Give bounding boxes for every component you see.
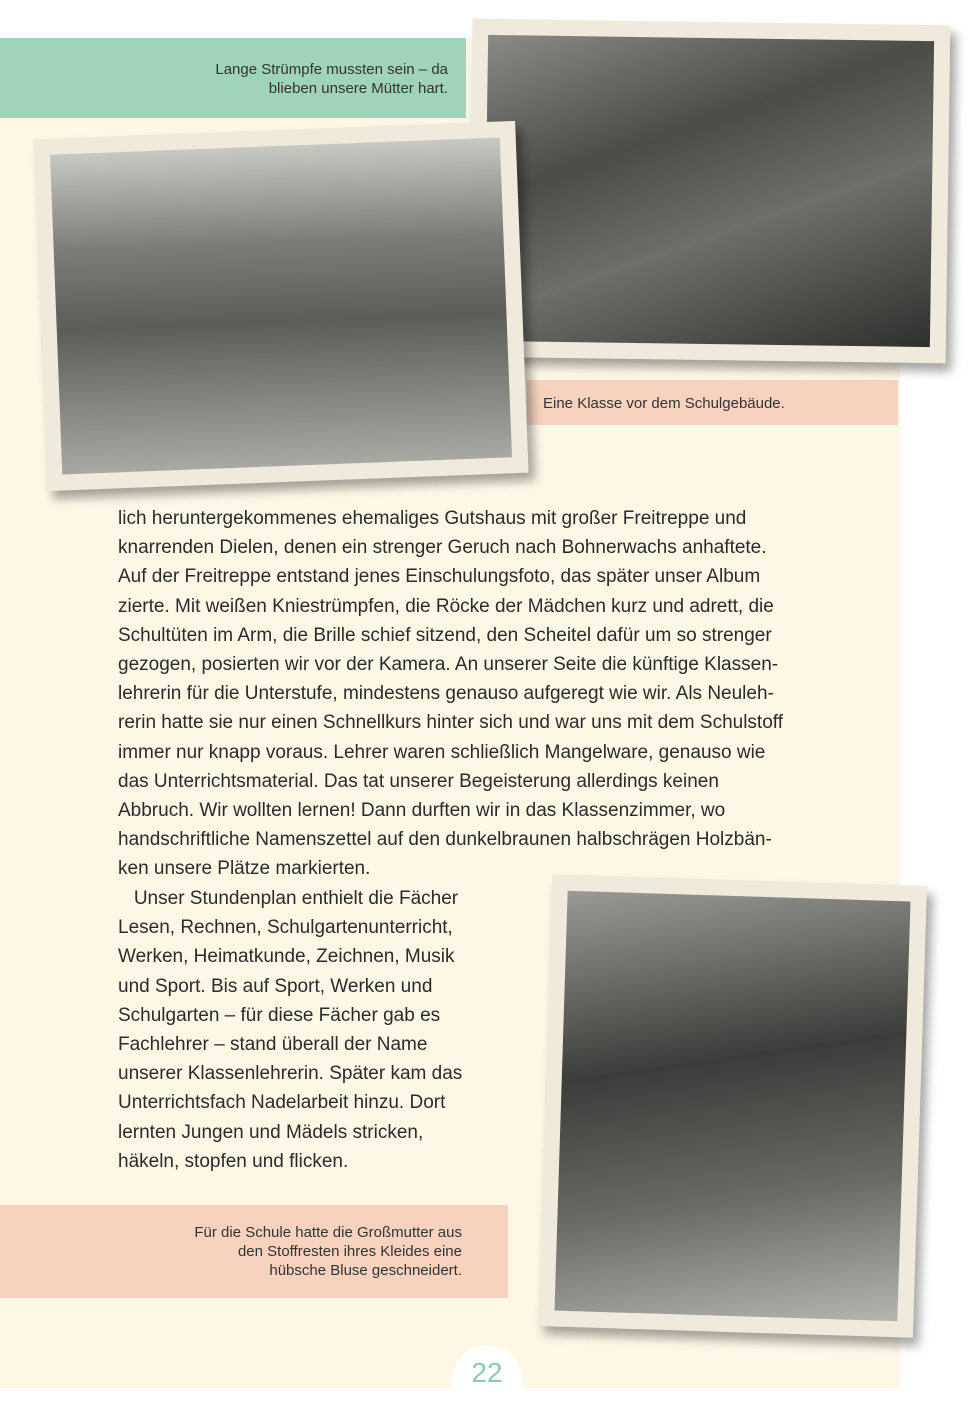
caption-bottom [100, 1223, 462, 1280]
caption-top [100, 60, 448, 98]
text-line: Unser Stundenplan enthielt die Fächer [118, 888, 459, 909]
text-line: lernten Jungen und Mädels stricken, [118, 1121, 424, 1143]
text-line: Schultüten im Arm, die Brille schief sitzend, den Scheitel dafür um so strenger [118, 624, 772, 646]
text-line: knarrenden Dielen, denen ein strenger Geruch nach Bohnerwachs anhaftete. [118, 537, 767, 559]
text-line: Lesen, Rechnen, Schulgartenunterricht, [118, 917, 453, 939]
text-line: Auf der Freitreppe entstand jenes Einschulungsfoto, das später unser Album [118, 566, 761, 588]
text-line: Schulgarten – für diese Fächer gab es [118, 1004, 441, 1026]
paragraph-2 [118, 884, 462, 1176]
paragraph-1 [118, 504, 783, 883]
text-line: Abbruch. Wir wollten lernen! Dann durften wir in das Klassenzimmer, wo [118, 799, 726, 821]
text-line: handschriftliche Namenszettel auf den dunkelbraunen halbschrägen Holzbän- [118, 829, 772, 851]
text-line: Fachlehrer – stand überall der Name [118, 1033, 428, 1055]
photo-grandmother-with-children [538, 874, 927, 1338]
photo-children-by-building [33, 121, 528, 491]
text-line: lich heruntergekommenes ehemaliges Gutshaus mit großer Freitreppe und [118, 508, 747, 529]
text-line: Werken, Heimatkunde, Zeichnen, Musik [118, 946, 455, 968]
caption-line: blieben unsere Mütter hart. [268, 80, 448, 97]
text-line: Unterrichtsfach Nadelarbeit hinzu. Dort [118, 1092, 446, 1114]
text-line: ken unsere Plätze markierten. [118, 858, 371, 880]
page-number: 22 [452, 1345, 522, 1400]
text-line: unserer Klassenlehrerin. Später kam das [118, 1063, 463, 1085]
text-line: häkeln, stopfen und flicken. [118, 1150, 349, 1172]
text-line: immer nur knapp voraus. Lehrer waren schließlich Mangelware, genauso wie [118, 741, 766, 763]
caption-line: hübsche Bluse geschneidert. [269, 1262, 462, 1279]
text-line: rerin hatte sie nur einen Schnellkurs hinter sich und war uns mit dem Schulstoff [118, 712, 783, 734]
text-line: gezogen, posierten wir vor der Kamera. An unserer Seite die künftige Klassen- [118, 653, 779, 675]
caption-class: Eine Klasse vor dem Schulgebäude. [543, 395, 785, 412]
photo-class-on-steps [468, 19, 951, 364]
text-line: das Unterrichtsmaterial. Das tat unserer Begeisterung allerdings keinen [118, 770, 719, 792]
text-line: und Sport. Bis auf Sport, Werken und [118, 975, 433, 997]
caption-line: Lange Strümpfe mussten sein – da [215, 61, 448, 78]
text-line: lehrerin für die Unterstufe, mindestens genauso aufgeregt wie wir. Als Neuleh- [118, 683, 774, 705]
caption-line: den Stoffresten ihres Kleides eine [237, 1243, 462, 1260]
caption-line: Für die Schule hatte die Großmutter aus [194, 1224, 462, 1241]
text-line: zierte. Mit weißen Kniestrümpfen, die Röcke der Mädchen kurz und adrett, die [118, 595, 774, 617]
